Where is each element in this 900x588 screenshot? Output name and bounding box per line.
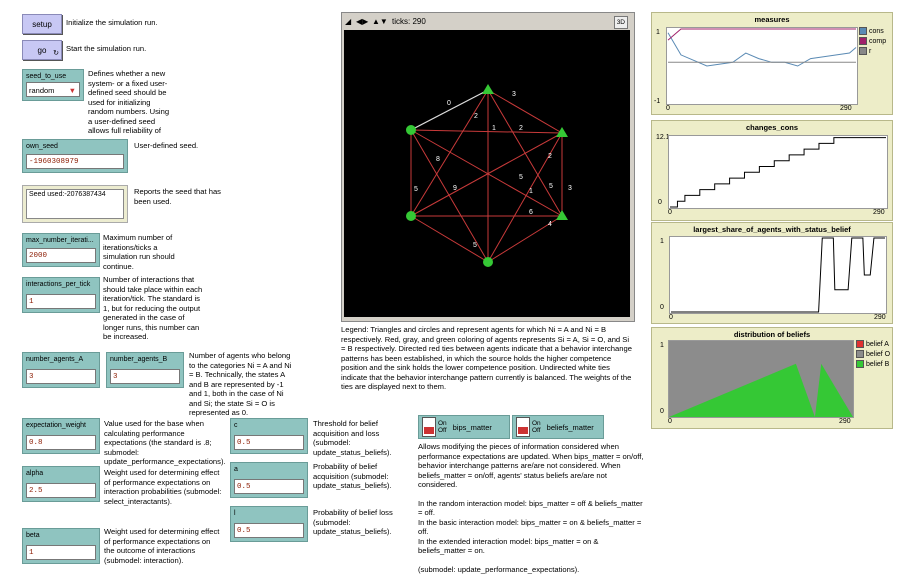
legend-comp: comp [859, 37, 886, 47]
view-legend: Legend: Triangles and circles and represent agents for which Ni = A and Ni = B respectively. Red, gray, and green coloring of agents represents Si = A, Si = O, and Si = B respectively. Directed red ties between agents indicate that a behavior interchange patterns has been established, in which the source holds the higher competence position and the sink holds the lower competence position. Undirected white ties indicate that the behavior interchange pattern currently is balanced. The weights of the ties are displayed next to them. [341, 325, 632, 391]
switch-description-extended: In the extended interaction model: bips_matter = on & beliefs_matter = on. [418, 536, 599, 555]
beta-input[interactable] [22, 528, 100, 564]
legend-belief-o: belief O [856, 350, 890, 360]
largest-share-chart [669, 236, 887, 314]
y-min-label: 0 [660, 408, 664, 415]
beliefs-matter-label: beliefs_matter [546, 422, 594, 432]
agent-circle [406, 211, 416, 221]
x-max-label: 290 [874, 314, 886, 321]
y-max-label: 1 [660, 238, 664, 245]
y-max-label: 12.1 [656, 134, 670, 141]
view-toolbar [344, 15, 630, 29]
x-min-label: 0 [666, 105, 670, 112]
edge-weight: 5 [414, 186, 418, 193]
c-field[interactable]: 0.5 [234, 435, 304, 450]
distribution-chart [668, 340, 854, 418]
number-agents-a-field[interactable]: 3 [26, 369, 96, 384]
go-description: Start the simulation run. [66, 44, 147, 53]
beta-field[interactable]: 1 [26, 545, 96, 560]
l-label: l [234, 510, 236, 517]
setup-description: Initialize the simulation run. [66, 18, 158, 27]
seed-chooser[interactable] [22, 69, 84, 101]
go-button[interactable] [22, 40, 62, 60]
forever-icon: ↻ [53, 50, 59, 57]
measures-chart [666, 27, 858, 105]
expectation-weight-description: Value used for the base when calculating performance expectations (the standard is .8; submodel: update_performance_expectations). [104, 419, 226, 466]
y-min-label: 0 [658, 199, 662, 206]
x-min-label: 0 [668, 418, 672, 425]
seed-monitor [22, 185, 128, 223]
plot-title: changes_cons [745, 123, 799, 132]
switch-description-p1: Allows modifying the pieces of information considered when performance expectations are updated. When bips_matter = on/off, behavior interchange patterns are/are not considered. When beliefs_matter = on/off, agents' status beliefs are/are not considered. [418, 442, 644, 489]
switch-description-basic: In the basic interaction model: bips_matter = on & beliefs_matter = off. [418, 517, 642, 536]
bips-matter-label: bips_matter [452, 422, 492, 432]
seed-chooser-label: seed_to_use [26, 73, 67, 80]
dropdown-arrow-icon: ▼ [68, 86, 76, 95]
3d-button[interactable]: 3D [614, 16, 628, 29]
expectation-weight-label: expectation_weight [26, 422, 86, 429]
alpha-label: alpha [26, 470, 44, 477]
switch-on-off: On Off [438, 420, 447, 434]
speed-arrows-icon[interactable]: ◀▶ [356, 17, 369, 26]
seed-chooser-description: Defines whether a new system- or a fixed user-defined seed should be used for initializing random numbers. Using a user-defined seed allows full reliability of [88, 69, 170, 135]
edge-weight: 3 [568, 185, 572, 192]
edge-weight: 5 [549, 183, 553, 190]
max-iterations-label: max_number_iterati... [26, 237, 94, 244]
legend-cons: cons [859, 27, 886, 37]
c-description: Threshold for belief acquisition and loss (submodel: update_status_beliefs). [313, 419, 392, 457]
expectation-weight-input[interactable] [22, 418, 100, 454]
plot-title: distribution of beliefs [733, 330, 811, 339]
number-agents-a-input[interactable] [22, 352, 100, 388]
updown-icon[interactable]: ▲▼ [372, 17, 388, 26]
interactions-per-tick-description: Number of interactions that should take place within each iteration/tick. The standard is 1, but for reducing the output generated in the case of longer runs, this number can be increased. [103, 275, 203, 341]
x-max-label: 290 [839, 418, 851, 425]
series-line-0 [670, 138, 886, 207]
seed-monitor-description: Reports the seed that has been used. [134, 187, 221, 206]
bips-matter-switch[interactable] [418, 415, 510, 439]
agent-circle [406, 125, 416, 135]
switch-on-off: On Off [532, 420, 541, 434]
series-line-0 [671, 238, 885, 312]
edge-weight: 5 [519, 174, 523, 181]
number-agents-b-input[interactable] [106, 352, 184, 388]
c-label: c [234, 422, 238, 429]
resize-icon[interactable]: ◢ [345, 17, 352, 26]
number-agents-b-field[interactable]: 3 [110, 369, 180, 384]
edge-weight: 1 [492, 125, 496, 132]
switch-description-random: In the random interaction model: bips_matter = off & beliefs_matter = off. [418, 498, 643, 517]
edge-weight: 1 [529, 188, 533, 195]
x-min-label: 0 [668, 209, 672, 216]
y-min-label: -1 [654, 98, 661, 105]
alpha-field[interactable]: 2.5 [26, 483, 96, 498]
go-label: go [37, 45, 47, 55]
switch-description-submodel: (submodel: update_performance_expectations). [418, 564, 580, 574]
legend-r: r [859, 47, 886, 57]
max-iterations-description: Maximum number of iterations/ticks a simulation run should continue. [103, 233, 175, 271]
max-iterations-input[interactable] [22, 233, 100, 267]
network-canvas[interactable] [344, 30, 630, 317]
max-iterations-field[interactable]: 2000 [26, 248, 96, 263]
measures-legend [859, 27, 886, 57]
seed-chooser-value[interactable]: random ▼ [26, 82, 80, 97]
own-seed-input[interactable] [22, 139, 128, 173]
own-seed-field[interactable]: -1960308979 [26, 154, 124, 169]
own-seed-label: own_seed [26, 143, 58, 150]
changes-cons-plot [651, 120, 893, 221]
series-line-cons [668, 33, 856, 66]
edge-weight: 3 [512, 91, 516, 98]
largest-share-plot [651, 222, 893, 324]
edge-weight: 2 [519, 125, 523, 132]
a-description: Probability of belief acquisition (submodel: update_status_beliefs). [313, 462, 392, 490]
edge-weight: 9 [453, 185, 457, 192]
y-max-label: 1 [656, 29, 660, 36]
changes-cons-chart [668, 135, 888, 209]
edge-weight: 4 [548, 221, 552, 228]
a-field[interactable]: 0.5 [234, 479, 304, 494]
distribution-plot [651, 327, 893, 429]
legend-belief-a: belief A [856, 340, 890, 350]
y-max-label: 1 [660, 342, 664, 349]
a-label: a [234, 466, 238, 473]
edge-weight: 0 [447, 100, 451, 107]
plot-title: measures [754, 15, 790, 24]
world-view [341, 12, 635, 322]
x-max-label: 290 [840, 105, 852, 112]
edge-weight: 8 [436, 156, 440, 163]
a-input[interactable] [230, 462, 308, 498]
series-line-comp [668, 29, 856, 40]
seed-monitor-value: Seed used:-2076387434 [26, 189, 124, 219]
edge-weight: 2 [548, 153, 552, 160]
edge-weight: 5 [473, 242, 477, 249]
beta-description: Weight used for determining effect of performance expectations on the outcome of interactions (submodel: interaction). [104, 527, 220, 565]
interactions-per-tick-label: interactions_per_tick [26, 281, 91, 288]
switch-toggle[interactable] [516, 417, 530, 437]
x-min-label: 0 [669, 314, 673, 321]
interactions-per-tick-input[interactable] [22, 277, 100, 313]
setup-label: setup [32, 19, 52, 29]
l-input[interactable] [230, 506, 308, 542]
setup-button[interactable] [22, 14, 62, 34]
own-seed-description: User-defined seed. [134, 141, 199, 150]
switch-description [418, 442, 646, 574]
legend-belief-b: belief B [856, 360, 890, 370]
l-description: Probability of belief loss (submodel: update_status_beliefs). [313, 508, 393, 536]
x-max-label: 290 [873, 209, 885, 216]
edge-weight: 6 [529, 209, 533, 216]
number-agents-b-label: number_agents_B [110, 356, 168, 363]
edge-weight: 2 [474, 113, 478, 120]
distribution-legend [856, 340, 890, 370]
beliefs-matter-switch[interactable] [512, 415, 604, 439]
measures-plot [651, 12, 893, 115]
interactions-per-tick-field[interactable]: 1 [26, 294, 96, 309]
beta-label: beta [26, 532, 40, 539]
number-agents-a-label: number_agents_A [26, 356, 84, 363]
number-agents-description: Number of agents who belong to the categories Ni = A and Ni = B. Technically, the states A and B are represented by -1 and 1, both in the case of Ni and Si; the state Si = O is represented as 0. [189, 351, 292, 417]
expectation-weight-field[interactable]: 0.8 [26, 435, 96, 450]
ticks-counter: ticks: 290 [392, 17, 426, 26]
alpha-input[interactable] [22, 466, 100, 502]
alpha-description: Weight used for determining effect of performance expectations on interaction probabilities (submodel: select_interactants). [104, 468, 222, 506]
plot-title: largest_share_of_agents_with_status_belief [693, 225, 851, 234]
c-input[interactable] [230, 418, 308, 454]
agent-circle [483, 257, 493, 267]
l-field[interactable]: 0.5 [234, 523, 304, 538]
switch-toggle[interactable] [422, 417, 436, 437]
y-min-label: 0 [660, 304, 664, 311]
